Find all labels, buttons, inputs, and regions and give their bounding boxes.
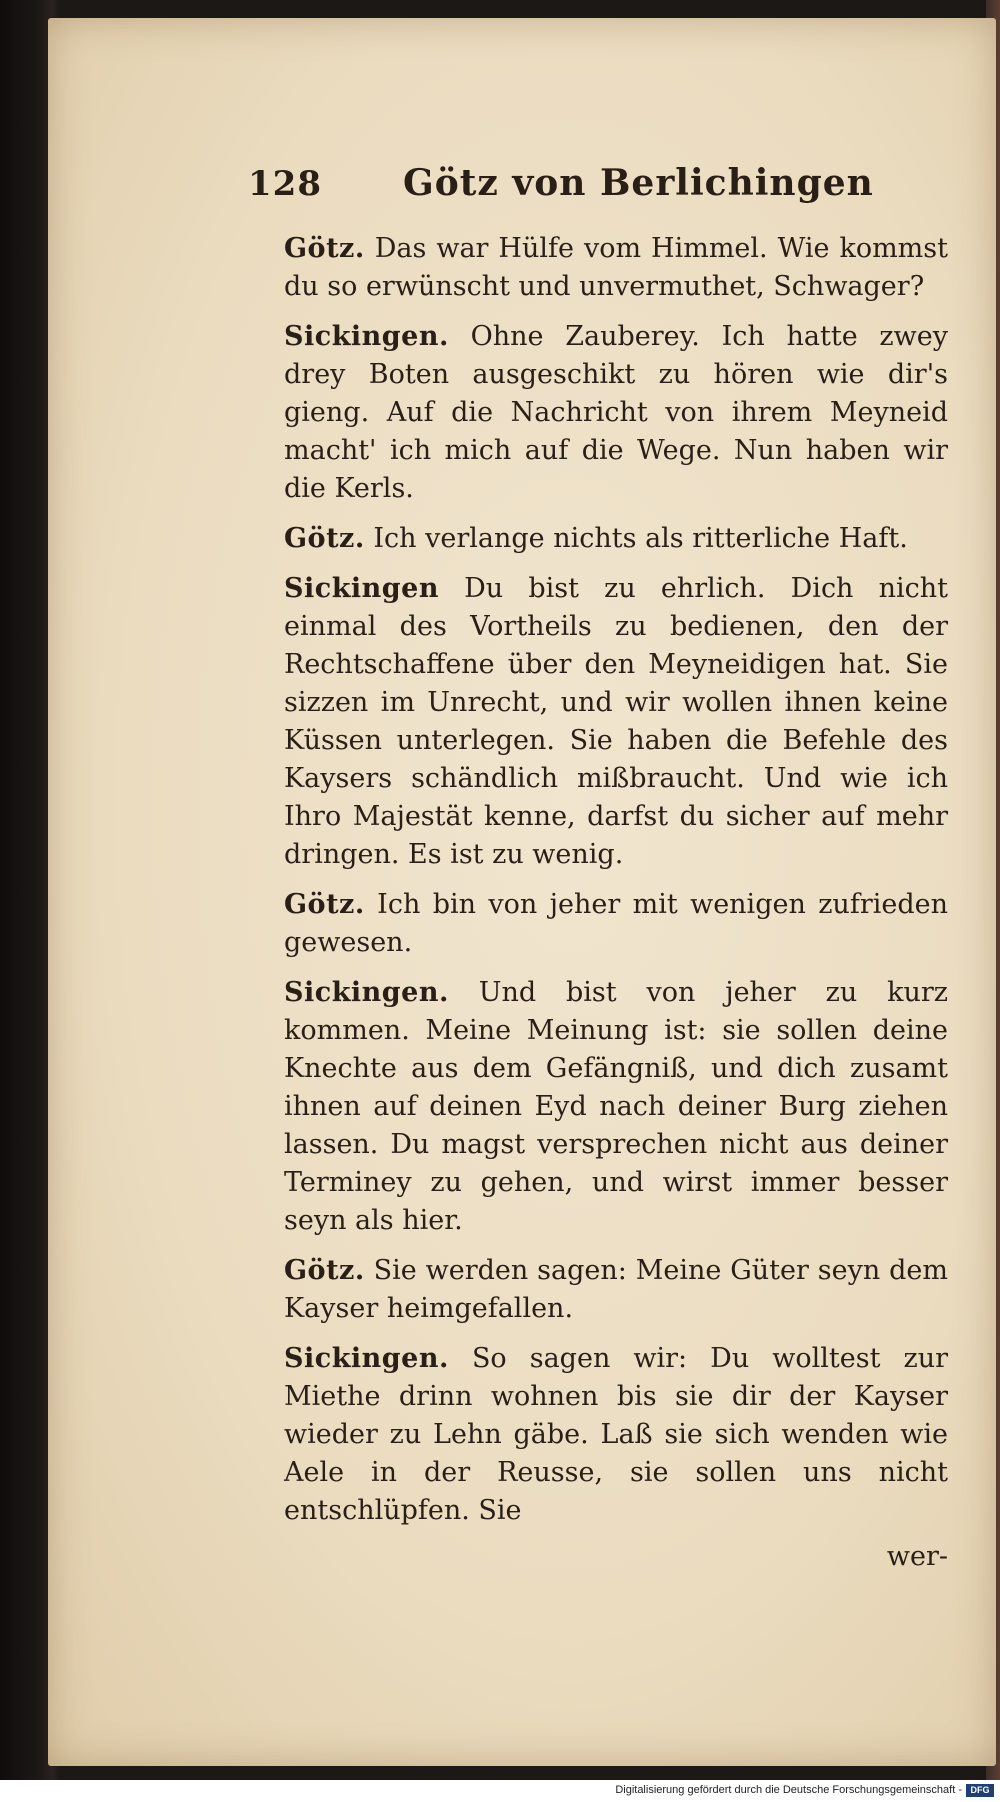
running-title: Götz von Berlichingen [403,162,874,204]
speaker-name: Sickingen. [284,321,449,352]
speaker-name: Götz. [284,523,365,554]
paragraph [248,520,948,558]
speech-text: Ich bin von jeher mit wenigen zufrieden gewesen. [284,889,948,958]
paragraph [248,1340,948,1530]
page-text [248,230,948,1576]
speaker-name: Götz. [284,889,365,920]
speaker-name: Sickingen. [284,1343,449,1374]
catchword: wer- [886,1541,948,1572]
speech-text: Das war Hülfe vom Himmel. Wie kommst du so erwünscht und unvermuthet, Schwager? [284,233,948,302]
speech-text: So sagen wir: Du wolltest zur Miethe drinn wohnen bis sie dir der Kayser wieder zu Lehn gäbe. Laß sie sich wenden wie Aele in der Reusse, sie sollen uns nicht entschlüpfen. Sie [284,1343,948,1526]
paragraph [248,230,948,306]
speaker-name: Sickingen [284,573,439,604]
paragraph [248,886,948,962]
paragraph [248,1252,948,1328]
speaker-name: Götz. [284,233,365,264]
speech-text: Du bist zu ehrlich. Dich nicht einmal des Vortheils zu bedienen, den der Rechtschaffene über den Meyneidigen hat. Sie sizzen im Unrecht, und wir wollen ihnen keine Küssen unterlegen. Sie haben die Befehle des Kaysers schändlich mißbraucht. Und wie ich Ihro Majestät kenne, darfst du sicher auf mehr dringen. Es ist zu wenig. [284,573,948,870]
page-number: 128 [248,164,322,204]
speech-text: Ohne Zauberey. Ich hatte zwey drey Boten ausgeschikt zu hören wie dir's gieng. Auf die Nachricht von ihrem Meyneid macht' ich mich auf die Wege. Nun haben wir die Kerls. [284,321,948,504]
speech-text: Sie werden sagen: Meine Güter seyn dem Kayser heimgefallen. [284,1255,948,1324]
speaker-name: Götz. [284,1255,365,1286]
paragraph [248,318,948,508]
dfg-logo: DFG [966,1784,994,1797]
digitization-footer [0,1780,1000,1802]
page-header [248,160,948,210]
paragraph [248,570,948,874]
speaker-name: Sickingen. [284,977,449,1008]
speech-text: Und bist von jeher zu kurz kommen. Meine Meinung ist: sie sollen deine Knechte aus dem Gefängniß, und dich zusamt ihnen auf deinen Eyd nach deiner Burg ziehen lassen. Du magst versprechen nicht aus deiner Terminey zu gehen, und wirst immer besser seyn als hier. [284,977,948,1236]
speech-text: Ich verlange nichts als ritterliche Haft. [373,523,908,554]
paragraph [248,974,948,1240]
footer-credit: Digitalisierung gefördert durch die Deutsche Forschungsgemeinschaft - [615,1784,962,1796]
